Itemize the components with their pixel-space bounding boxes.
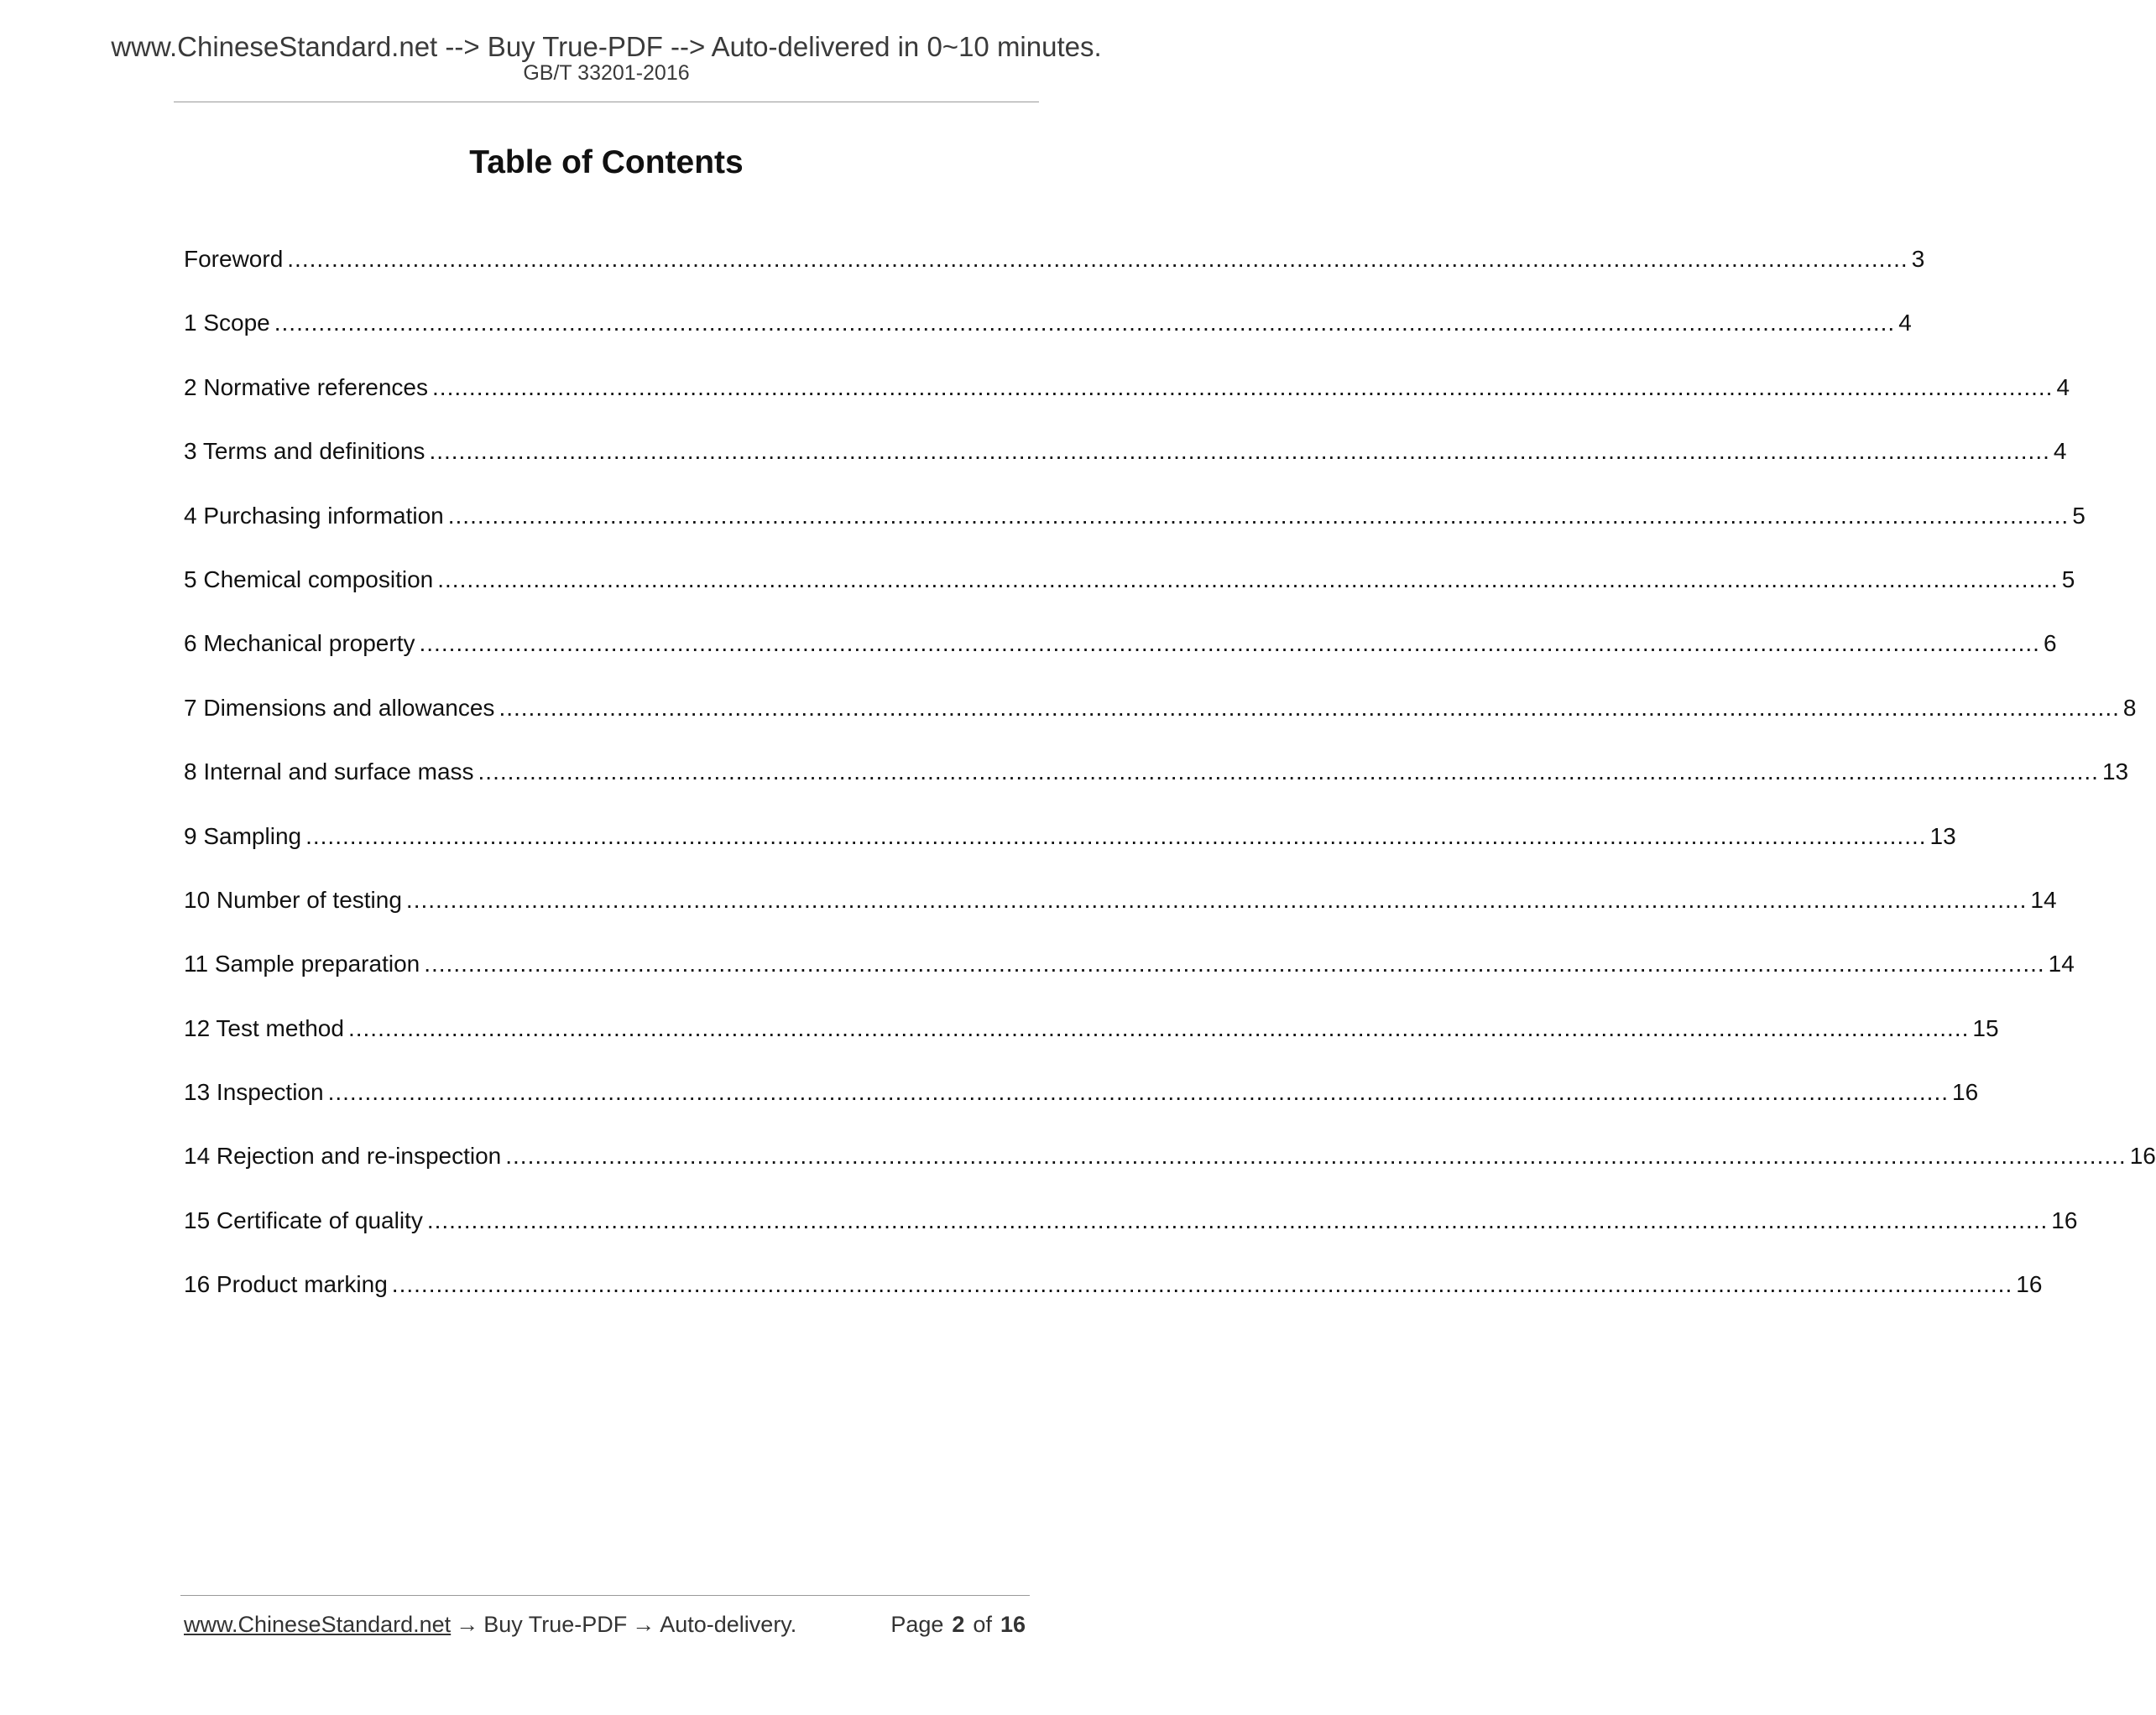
toc-title: Table of Contents xyxy=(469,144,744,180)
toc-entry-terms-and-definitions[interactable] xyxy=(184,437,2067,501)
toc-entry-label: 6 Mechanical property xyxy=(184,630,415,657)
toc-dot-leader: ............................................................................................................................................................................................................................ xyxy=(391,1271,2013,1298)
toc-entry-page: 13 xyxy=(2101,758,2129,785)
toc-entry-inspection[interactable] xyxy=(184,1078,1979,1142)
document-code: GB/T 33201-2016 xyxy=(523,61,690,85)
toc-dot-leader: ............................................................................................................................................................................................................................ xyxy=(347,1014,1970,1041)
page-footer xyxy=(184,1610,1026,1639)
toc-entry-purchasing-information[interactable] xyxy=(184,502,2086,566)
toc-entry-label: 5 Chemical composition xyxy=(184,566,434,592)
toc-dot-leader: ............................................................................................................................................................................................................................ xyxy=(305,822,1927,849)
toc-entry-page: 5 xyxy=(2061,566,2075,592)
toc-entry-page: 16 xyxy=(2051,1207,2078,1233)
toc-dot-leader: ............................................................................................................................................................................................................................ xyxy=(499,694,2120,721)
toc-dot-leader: ............................................................................................................................................................................................................................ xyxy=(478,758,2099,785)
toc-entry-label: 8 Internal and surface mass xyxy=(184,758,474,785)
toc-entry-label: 9 Sampling xyxy=(184,822,302,849)
toc-list xyxy=(184,245,2156,1335)
toc-dot-leader: ............................................................................................................................................................................................................................ xyxy=(327,1079,1950,1106)
toc-entry-page: 15 xyxy=(1972,1014,1999,1041)
toc-entry-label: 1 Scope xyxy=(184,310,270,336)
page-word: Page xyxy=(890,1612,944,1637)
toc-entry-foreword[interactable] xyxy=(184,245,1925,309)
toc-entry-label: 15 Certificate of quality xyxy=(184,1207,423,1233)
arrow-right-icon: → xyxy=(456,1612,479,1637)
toc-entry-page: 16 xyxy=(1952,1079,1979,1106)
toc-entry-label: 13 Inspection xyxy=(184,1079,324,1106)
page-total: 16 xyxy=(1000,1612,1026,1637)
toc-entry-label: 16 Product marking xyxy=(184,1271,388,1298)
toc-entry-scope[interactable] xyxy=(184,309,1912,373)
toc-entry-page: 4 xyxy=(2053,438,2067,465)
toc-entry-certificate-of-quality[interactable] xyxy=(184,1207,2078,1270)
page-number xyxy=(890,1610,1026,1639)
toc-entry-label: 7 Dimensions and allowances xyxy=(184,694,495,721)
arrow-right-icon: → xyxy=(632,1612,655,1637)
toc-entry-chemical-composition[interactable] xyxy=(184,566,2075,629)
toc-dot-leader: ............................................................................................................................................................................................................................ xyxy=(419,630,2040,657)
toc-entry-internal-and-surface-mass[interactable] xyxy=(184,758,2129,821)
toc-entry-page: 5 xyxy=(2072,502,2086,529)
toc-entry-page: 16 xyxy=(2016,1271,2043,1298)
toc-entry-page: 3 xyxy=(1911,246,1925,272)
toc-dot-leader: ............................................................................................................................................................................................................................ xyxy=(505,1143,2127,1170)
footer-promo xyxy=(184,1610,796,1639)
toc-dot-leader: ............................................................................................................................................................................................................................ xyxy=(274,310,1896,336)
toc-entry-label: 11 Sample preparation xyxy=(184,951,420,977)
site-banner: www.ChineseStandard.net --> Buy True-PDF --> Auto-delivered in 0~10 minutes. xyxy=(111,31,1102,62)
toc-entry-page: 8 xyxy=(2122,694,2137,721)
toc-entry-page: 13 xyxy=(1929,822,1956,849)
toc-dot-leader: ............................................................................................................................................................................................................................ xyxy=(426,1207,2049,1233)
toc-entry-page: 14 xyxy=(2048,951,2075,977)
toc-entry-test-method[interactable] xyxy=(184,1014,1999,1078)
toc-entry-page: 14 xyxy=(2030,886,2057,913)
toc-entry-label: 3 Terms and definitions xyxy=(184,438,425,465)
toc-dot-leader: ............................................................................................................................................................................................................................ xyxy=(447,502,2070,529)
toc-dot-leader: ............................................................................................................................................................................................................................ xyxy=(429,438,2050,465)
toc-entry-number-of-testing[interactable] xyxy=(184,886,2057,950)
toc-entry-label: 2 Normative references xyxy=(184,373,429,400)
footer-buy-text: Buy True-PDF xyxy=(483,1612,628,1637)
toc-entry-rejection-and-re-inspection[interactable] xyxy=(184,1142,2156,1206)
toc-entry-sample-preparation[interactable] xyxy=(184,950,2075,1014)
toc-entry-normative-references[interactable] xyxy=(184,373,2070,437)
toc-entry-dimensions-and-allowances[interactable] xyxy=(184,694,2137,758)
toc-dot-leader: ............................................................................................................................................................................................................................ xyxy=(432,373,2054,400)
toc-entry-mechanical-property[interactable] xyxy=(184,629,2057,693)
footer-delivery-text: Auto-delivery. xyxy=(660,1612,797,1637)
toc-entry-page: 16 xyxy=(2129,1143,2156,1170)
toc-entry-label: 10 Number of testing xyxy=(184,886,402,913)
toc-entry-label: 4 Purchasing information xyxy=(184,502,444,529)
toc-entry-product-marking[interactable] xyxy=(184,1270,2043,1334)
of-word: of xyxy=(973,1612,992,1637)
toc-dot-leader: ............................................................................................................................................................................................................................ xyxy=(424,951,2045,977)
page-current: 2 xyxy=(952,1612,965,1637)
toc-dot-leader: ............................................................................................................................................................................................................................ xyxy=(287,246,1908,272)
toc-entry-page: 4 xyxy=(2056,373,2070,400)
footer-divider xyxy=(180,1595,1030,1596)
toc-dot-leader: ............................................................................................................................................................................................................................ xyxy=(437,566,2059,592)
toc-entry-label: 14 Rejection and re-inspection xyxy=(184,1143,502,1170)
toc-dot-leader: ............................................................................................................................................................................................................................ xyxy=(405,886,2028,913)
toc-entry-label: 12 Test method xyxy=(184,1014,344,1041)
footer-site-link[interactable]: www.ChineseStandard.net xyxy=(184,1612,452,1637)
toc-entry-page: 6 xyxy=(2043,630,2057,657)
toc-entry-label: Foreword xyxy=(184,246,284,272)
toc-entry-page: 4 xyxy=(1898,310,1912,336)
toc-entry-sampling[interactable] xyxy=(184,822,1956,886)
